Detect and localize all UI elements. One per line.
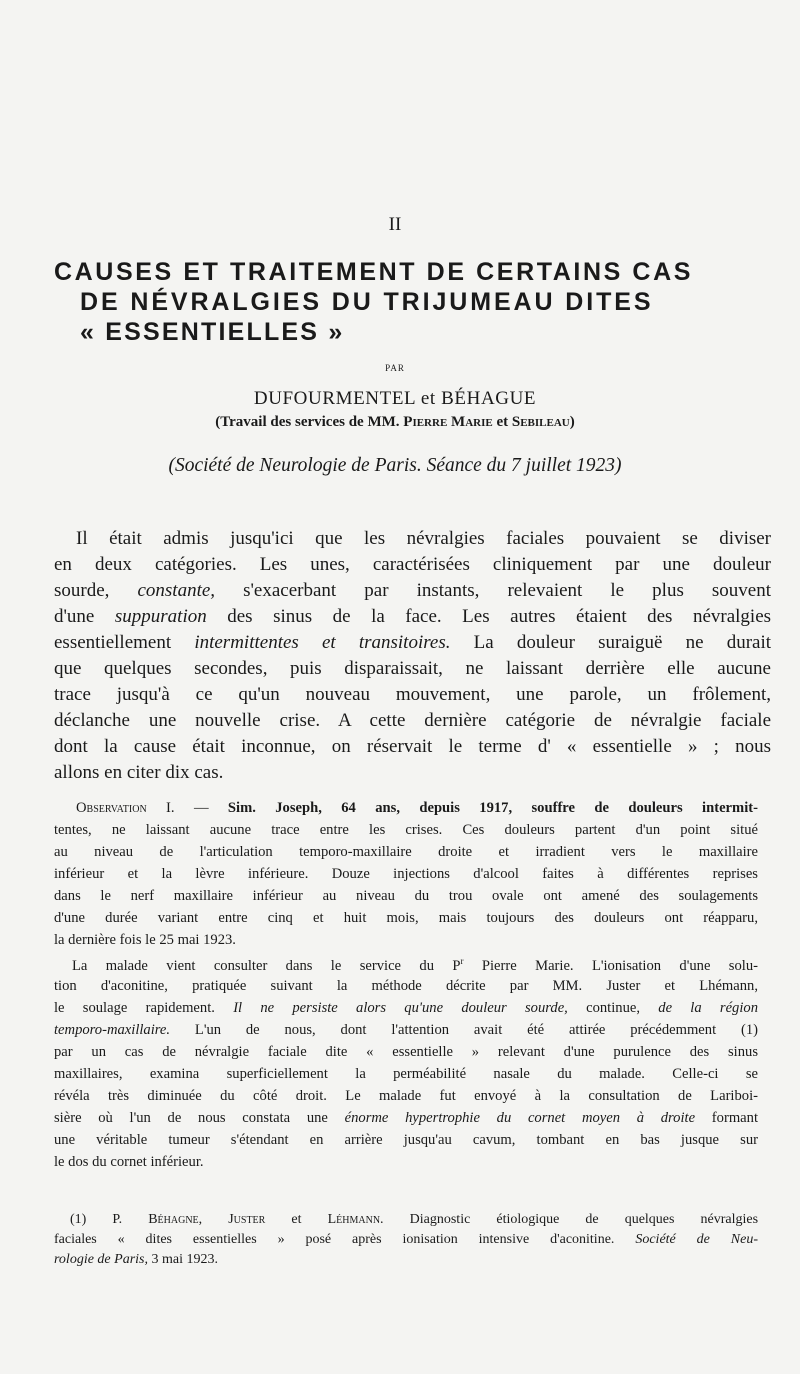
observation-line: tion d'aconitine, pratiquée suivant la méthode décrite par MM. Juster et Lhémann, <box>54 978 758 994</box>
society-meeting: (Société de Neurologie de Paris. Séance du 7 juillet 1923) <box>168 455 622 476</box>
observation-line: La malade vient consulter dans le service du $P^r$ Pierre Marie. L'ionisation d'une solu- <box>72 956 758 974</box>
observation-line: temporo-maxillaire. L'un de nous, dont l'attention avait été attirée précédemment (1) <box>54 1022 758 1038</box>
by-label: PAR <box>385 363 405 373</box>
observation-line: le soulage rapidement. Il ne persiste alors qu'une douleur sourde, continue, de la région <box>54 1000 759 1016</box>
work-prefix: (Travail des services de MM. <box>215 414 400 430</box>
work-attribution <box>0 414 790 431</box>
observation-line: dans le nerf maxillaire inférieur au niveau du trou ovale ont amené des soulagements <box>54 888 758 904</box>
work-joiner: et <box>496 414 509 430</box>
work-name-2: Sebileau <box>511 414 570 430</box>
observation-line: d'une durée variant entre cinq et huit mois, mais toujours des douleurs ont réapparu, <box>54 910 758 926</box>
intro-line: essentiellement intermittentes et transitoires. La douleur suraiguë ne durait <box>54 632 772 653</box>
intro-line: Il était admis jusqu'ici que les névralgies faciales pouvaient se diviser <box>76 528 771 549</box>
footnote-line: faciales « dites essentielles » posé après ionisation intensive d'aconitine. Société de Neu- <box>54 1232 759 1247</box>
observation-line: maxillaires, examina superficiellement la perméabilité nasale du malade. Celle-ci se <box>54 1066 758 1082</box>
intro-line: allons en citer dix cas. <box>54 762 224 783</box>
work-name-1: Pierre Marie <box>403 414 493 430</box>
intro-line: trace jusqu'à ce qu'un nouveau mouvement, une parole, un frôlement, <box>54 684 771 705</box>
observation-line: révéla très diminuée du côté droit. Le malade fut envoyé à la consultation de Lariboi- <box>54 1088 758 1104</box>
work-suffix: ) <box>569 414 575 430</box>
observation-line: tentes, ne laissant aucune trace entre les crises. Ces douleurs partent d'un point situé <box>54 822 758 838</box>
observation-label: Observation I. <box>76 800 175 816</box>
observation-line: sière où l'un de nous constata une énorme hypertrophie du cornet moyen à droite formant <box>54 1110 758 1126</box>
intro-line: déclanche une nouvelle crise. A cette dernière catégorie de névralgie faciale <box>54 710 771 731</box>
footnote-line: rologie de Paris, 3 mai 1923. <box>54 1252 218 1267</box>
observation-line: une véritable tumeur s'étendant en arrière jusqu'au cavum, tombant en bas jusque sur <box>54 1132 758 1148</box>
intro-line: que quelques secondes, puis disparaissait, ne laissant derrière elle aucune <box>54 658 771 679</box>
observation-line: inférieur et la lèvre inférieure. Douze injections d'alcool faites à différentes reprises <box>54 866 758 882</box>
observation-line: par un cas de névralgie faciale dite « essentielle » relevant d'une purulence des sinus <box>54 1044 758 1060</box>
observation-line: la dernière fois le 25 mai 1923. <box>54 932 236 948</box>
article-title-line-2: DE NÉVRALGIES DU TRIJUMEAU DITES <box>80 288 654 316</box>
intro-line: d'une suppuration des sinus de la face. Les autres étaient des névralgies <box>54 606 772 627</box>
intro-line: dont la cause était inconnue, on réservait le terme d' « essentielle » ; nous <box>54 736 771 757</box>
article-title-line-1: CAUSES ET TRAITEMENT DE CERTAINS CAS <box>54 258 693 286</box>
section-number: II <box>388 214 402 235</box>
observation-line: le dos du cornet inférieur. <box>54 1154 204 1170</box>
authors: DUFOURMENTEL et BÉHAGUE <box>253 388 537 409</box>
observation-line: au niveau de l'articulation temporo-maxillaire droite et irradient vers le maxillaire <box>54 844 758 860</box>
observation-line: Observation I. — Sim. Joseph, 64 ans, depuis 1917, souffre de douleurs intermit- <box>76 800 758 816</box>
intro-line: sourde, constante, s'exacerbant par instants, relevaient le plus souvent <box>54 580 772 601</box>
footnote-line: (1) P. Béhagne, Juster et Léhmann. Diagnostic étiologique de quelques névralgies <box>70 1212 759 1227</box>
article-title-line-3: « ESSENTIELLES » <box>80 318 345 346</box>
intro-line: en deux catégories. Les unes, caractérisées cliniquement par une douleur <box>54 554 771 575</box>
